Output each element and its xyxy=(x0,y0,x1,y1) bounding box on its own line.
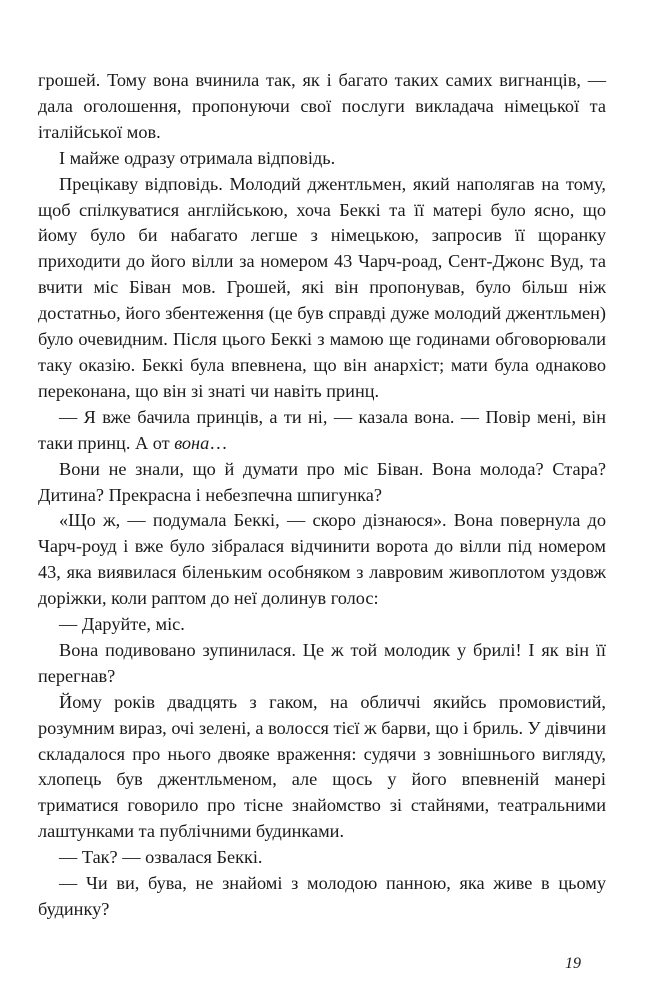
page-number: 19 xyxy=(565,955,581,972)
paragraph: Вона подивовано зупинилася. Це ж той молодик у брилі! І як він її перегнав? xyxy=(38,639,606,686)
dialogue-paragraph: — Чи ви, бува, не знайомі з молодою панною, яка живе в цьому будинку? xyxy=(38,873,606,919)
page-body xyxy=(38,68,606,923)
dialogue-paragraph xyxy=(38,405,606,457)
paragraph: Вони не знали, що й думати про міс Біван. Вона молода? Стара? Дитина? Прекрасна і небезпечна шпигунка? xyxy=(38,458,606,505)
paragraph: Прецікаву відповідь. Молодий джентльмен, який наполягав на тому, щоб спілкуватися англійською, хоча Беккі та її матері було ясно, що йому було би набагато легше з німецькою, запросив її щоранку приходити до його вілли за номером 43 Чарч-роад, Сент-Джонс Вуд, та вчити міс Біван мов. Грошей, які він пропонував, було більш ніж достатньо, його збентеження (це був справді дуже молодий джентльмен) було очевидним. Після цього Беккі з мамою ще годинами обговорювали таку оказію. Беккі була впевнена, що він анархіст; мати була однаково переконана, що він зі знаті чи навіть принц. xyxy=(38,173,606,401)
dialogue-paragraph: — Так? — озвалася Беккі. xyxy=(59,847,263,868)
paragraph-text-tail: … xyxy=(209,432,228,453)
paragraph-text: — Я вже бачила принців, а ти ні, — казала вона. — Повір мені, він таки принц. А от xyxy=(38,406,606,453)
paragraph: «Що ж, — подумала Беккі, — скоро дізнаюся». Вона повернула до Чарч-роуд і вже було зібралася відчинити ворота до вілли під номером 43, яка виявилася біленьким особняком з лавровим живоплотом уздовж доріжки, коли раптом до неї долинув голос: xyxy=(38,510,606,609)
paragraph-continuation: грошей. Тому вона вчинила так, як і багато таких самих вигнанців, — дала оголошення, пропонуючи свої послуги викладача німецької та італійської мов. xyxy=(38,70,606,142)
emphasized-word: вона xyxy=(174,432,210,453)
paragraph: Йому років двадцять з гаком, на обличчі якийсь промовистий, розумним вираз, очі зелені, а волосся тієї ж барви, що і бриль. У дівчини складалося про нього двояке враження: судячи з зовнішнього вигляду, хлопець був джентльменом, але щось у його впевненій манері триматися говорило про тісне знайомство зі стайнями, театральними лаштунками та публічними будинками. xyxy=(38,691,606,842)
dialogue-paragraph: — Даруйте, міс. xyxy=(59,614,185,635)
paragraph: І майже одразу отримала відповідь. xyxy=(59,147,336,168)
